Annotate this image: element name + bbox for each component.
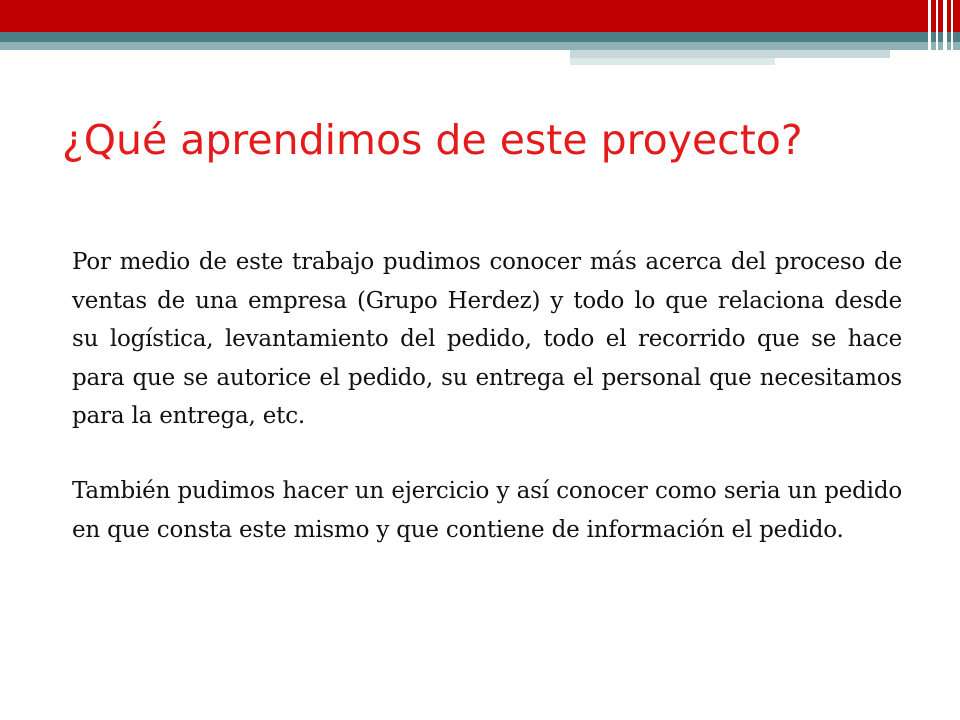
header-stripe: [951, 0, 953, 62]
body-paragraph: Por medio de este trabajo pudimos conocer más acerca del proceso de ventas de una empresa (Grupo Herdez) y todo lo que relaciona desde su logística, levantamiento del pedido, todo el recorrido que se hace para que se autorice el pedido, su entrega el personal que necesitamos para la entrega, etc.: [72, 249, 902, 430]
header-pale-band: [570, 50, 890, 58]
header-light-band: [0, 42, 960, 50]
slide-body: [72, 243, 902, 549]
header-red-band: [0, 0, 960, 32]
header-stripe: [928, 0, 931, 62]
header-stripe: [943, 0, 947, 62]
header-stripe: [936, 0, 938, 62]
body-paragraph: También pudimos hacer un ejercicio y así conocer como seria un pedido en que consta este mismo y que contiene de información el pedido.: [72, 477, 902, 543]
header-teal-band: [0, 32, 960, 42]
slide-title: ¿Qué aprendimos de este proyecto?: [62, 116, 803, 164]
header-pale-band-short: [570, 58, 775, 65]
